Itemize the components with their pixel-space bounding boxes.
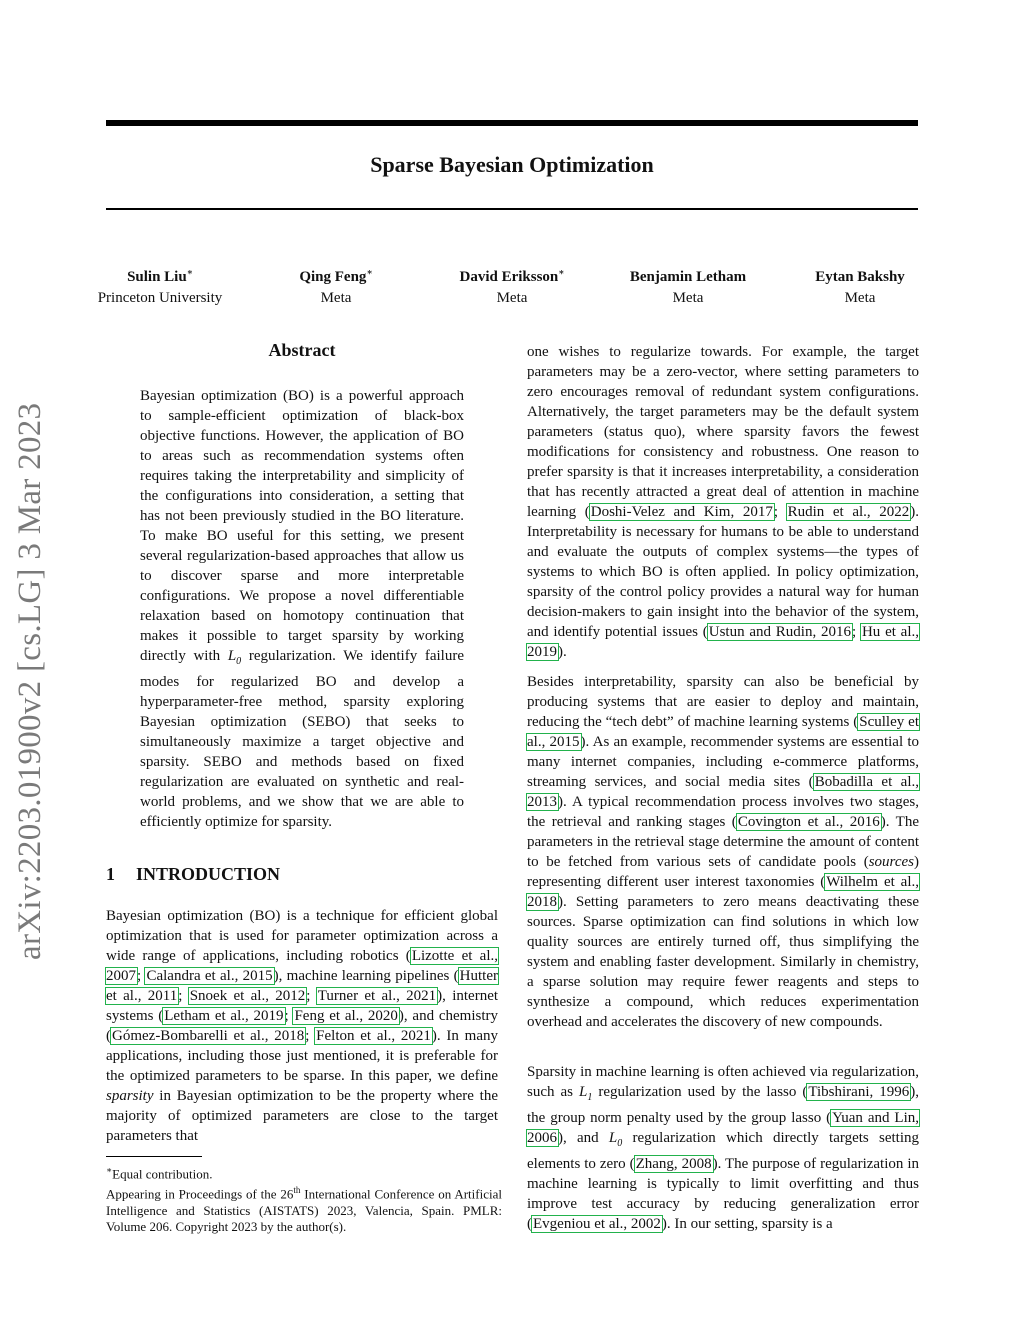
right-paragraph-1: one wishes to regularize towards. For example, the target parameters may be a zero-vector, where setting parameters to zero encourages removal of redundant system configurations. Alternatively, the target parameters may be the default system parameters (status quo), where sparsity favors the fewest modifications for consistency and robustness. One reason to prefer sparsity is that it increases interpretability, a consideration that has recently attracted a great deal of attention in machine learning (Doshi-Velez and Kim, 2017; Rudin et al., 2022). Interpretability is necessary for humans to be able to understand and evaluate the outputs of complex systems—the types of systems to which BO is often applied. In policy optimization, sparsity of the control policy provides a natural way for human decision-makers to gain insight into the behavior of the system, and identify potential issues (Ustun and Rudin, 2016; Hu et al., 2019). (527, 344, 920, 660)
author-affiliation: Meta (320, 290, 352, 306)
citation-link[interactable]: Snoek et al., 2012 (189, 988, 306, 1004)
math-l1: $L_1$ (578, 1084, 593, 1103)
author-4 (598, 262, 778, 309)
section-number: 1 (106, 864, 115, 884)
arxiv-stamp: arXiv:2203.01900v2 [cs.LG] 3 Mar 2023 (12, 402, 48, 960)
citation-link[interactable]: Calandra et al., 2015 (146, 968, 273, 984)
citation-link[interactable]: Rudin et al., 2022 (787, 504, 910, 520)
intro-paragraph-1: Bayesian optimization (BO) is a technique for efficient global optimization that is used for parameter optimization across a wide range of applications, including robotics (Lizotte et al., 2007; Calandra et al., 2015), machine learning pipelines (Hutter et al., 2011; Snoek et al., 2012; Turner et al., 2021), internet systems (Letham et al., 2019; Feng et al., 2020), and chemistry (Gómez-Bombarelli et al., 2018; Felton et al., 2021). In many applications, including those just mentioned, it is preferable for the optimized parameters to be sparse. In this paper, we define sparsity in Bayesian optimization to be the property where the majority of optimized parameters are close to the target parameters that (106, 908, 499, 1144)
citation-link[interactable]: Gómez-Bombarelli et al., 2018 (112, 1028, 305, 1044)
citation-link[interactable]: Covington et al., 2016 (737, 814, 880, 830)
citation-link[interactable]: Bobadilla et al., 2013 (527, 774, 919, 810)
footnote-proceedings: Appearing in Proceedings of the 26th International Conference on Artificial Intelligence and Statistics (AISTATS) 2023, Valencia, Spain. PMLR: Volume 206. Copyright 2023 by the author(s). (106, 1185, 502, 1234)
section-heading-introduction (106, 864, 498, 885)
emphasis-sources: sources (868, 854, 914, 870)
citation-link[interactable]: Feng et al., 2020 (294, 1008, 398, 1024)
author-name: Eytan Bakshy (815, 269, 905, 285)
citation-link[interactable]: Hutter et al., 2011 (106, 968, 498, 1004)
author-mark: ∗ (366, 267, 373, 277)
title-rule-bottom (106, 208, 918, 210)
author-1 (70, 262, 250, 309)
citation-link[interactable]: Turner et al., 2021 (317, 988, 437, 1004)
title-rule-top (106, 120, 918, 126)
author-3 (422, 262, 602, 309)
citation-link[interactable]: Sculley et al., 2015 (527, 714, 919, 750)
author-5 (770, 262, 950, 309)
math-l0: $L_0$ (608, 1130, 623, 1149)
citation-link[interactable]: Yuan and Lin, 2006 (527, 1110, 919, 1146)
citation-link[interactable]: Hu et al., 2019 (527, 624, 920, 660)
author-2 (246, 262, 426, 309)
author-name: Sulin Liu (127, 269, 187, 285)
author-list (70, 262, 950, 312)
citation-link[interactable]: Doshi-Velez and Kim, 2017 (590, 504, 773, 520)
author-mark: ∗ (558, 267, 565, 277)
citation-link[interactable]: Wilhelm et al., 2018 (527, 874, 919, 910)
author-affiliation: Princeton University (97, 290, 223, 306)
author-name: David Eriksson (459, 269, 559, 285)
section-title: INTRODUCTION (136, 864, 281, 884)
footnote (106, 1162, 502, 1235)
abstract-heading: Abstract (268, 340, 336, 360)
author-affiliation: Meta (844, 290, 876, 306)
paper-title: Sparse Bayesian Optimization (370, 152, 654, 177)
author-name: Qing Feng (299, 269, 367, 285)
math-l0: $L_0$ (227, 648, 242, 667)
footnote-equal-contribution: ∗Equal contribution. (106, 1165, 213, 1182)
citation-link[interactable]: Felton et al., 2021 (316, 1028, 431, 1044)
citation-link[interactable]: Lizotte et al., 2007 (106, 948, 498, 984)
author-name: Benjamin Letham (629, 269, 747, 285)
citation-link[interactable]: Letham et al., 2019 (164, 1008, 284, 1024)
author-affiliation: Meta (496, 290, 528, 306)
citation-link[interactable]: Evgeniou et al., 2002 (533, 1216, 661, 1232)
right-paragraph-2: Besides interpretability, sparsity can also be beneficial by producing systems that are easier to deploy and maintain, reducing the “tech debt” of machine learning systems (Sculley et al., 2015). As an example, recommender systems are essential to many internet companies, including e-commerce platforms, streaming services, and social media sites (Bobadilla et al., 2013). A typical recommendation process involves two stages, the retrieval and ranking stages (Covington et al., 2016). The parameters in the retrieval stage determine the amount of content to be fetched from various sets of candidate pools (sources) representing different user interest taxonomies (Wilhelm et al., 2018). Setting parameters to zero means deactivating these sources. Sparse optimization can find solutions in which low quality sources are entirely turned off, thus simplifying the system and enabling faster development. Similarly in chemistry, a sparse solution may require fewer reagents and steps to synthesize a compound, which reduces experimentation overhead and accelerates the discovery of new compounds. (527, 674, 920, 1030)
abstract-text: Bayesian optimization (BO) is a powerful approach to sample-efficient optimization of black-box objective functions. However, the application of BO to areas such as recommendation systems often requires taking the interpretability and simplicity of the configurations into consideration, a setting that has not been previously studied in the BO literature. To make BO useful for this setting, we present several regularization-based approaches that allow us to discover sparse and more interpretable configurations. We propose a novel differentiable relaxation based on homotopy continuation that makes it possible to target sparsity by working directly with $L_0$ regularization. We identify failure modes for regularized BO and develop a hyperparameter-free method, sparsity exploring Bayesian optimization (SEBO) that seeks to simultaneously maximize a target objective and sparsity. SEBO and methods based on fixed regularization are evaluated on synthetic and real-world problems, and we show that we are able to efficiently optimize for sparsity. (140, 388, 464, 830)
emphasis-sparsity: sparsity (106, 1088, 154, 1104)
citation-link[interactable]: Zhang, 2008 (635, 1156, 712, 1172)
citation-link[interactable]: Tibshirani, 1996 (808, 1084, 910, 1100)
right-paragraph-3: Sparsity in machine learning is often achieved via regularization, such as $L_1$ regularization used by the lasso (Tibshirani, 1996), the group norm penalty used by the group lasso (Yuan and Lin, 2006), and $L_0$ regularization which directly targets setting elements to zero (Zhang, 2008). The purpose of regularization in machine learning is typically to limit overfitting and thus improve test accuracy by reducing generalization error (Evgeniou et al., 2002). In our setting, sparsity is a (527, 1064, 919, 1232)
author-mark: ∗ (186, 267, 193, 277)
author-affiliation: Meta (672, 290, 704, 306)
citation-link[interactable]: Ustun and Rudin, 2016 (708, 624, 852, 640)
footnote-rule (106, 1156, 202, 1157)
